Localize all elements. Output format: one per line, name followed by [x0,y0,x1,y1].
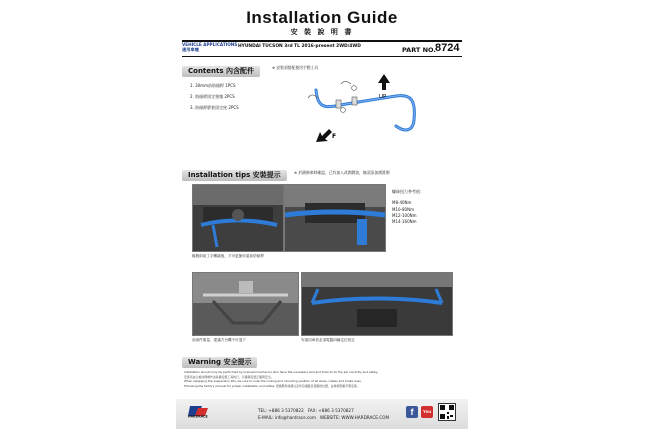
facebook-icon[interactable]: f [406,406,418,418]
warning-header: Warning 安全提示 [182,357,257,368]
up-arrow-icon [378,74,390,90]
installation-note: ※ 於鎖修車時確認，已有加入改潤潤油，無須添加潤滑劑 [294,170,390,175]
list-item: 3. 防傾桿膠套固定座 2PCS [190,105,239,110]
torque-reference [392,189,424,225]
bushing-right [352,97,357,105]
tool-note: ※ 安裝須搭配使用手動工具 [272,65,319,70]
vehicle-applications-label: VEHICLE APPLICATIONS 適用車種 [182,42,238,52]
contact-phone-fax: TEL: +886 3 5370822 FAX: +886 3 5370827 [258,408,354,413]
hardrace-logo [188,404,220,418]
contents-header: Contents 內含配件 [182,66,260,77]
bushing-left [336,100,341,108]
torque-value: M14-160Nm [392,219,417,225]
torque-value: M10-80Nm [392,206,414,212]
photo-caption: 安裝同車依必須電腦四輪定位校正 [301,338,355,342]
list-item: 2. 防傾桿固定墊塊 2PCS [190,94,235,99]
up-label: UP [379,94,387,100]
photo-front-subframe [192,184,284,252]
torque-value: M12-100Nm [392,212,417,218]
vehicle-model: HYUNDAI TUCSON 3rd TL 2016-present 2WD/4WD [238,44,361,49]
forward-arrow-icon [316,129,332,142]
installation-tips-header: Installation tips 安裝提示 [182,170,287,181]
page-title: Installation Guide [246,8,398,27]
photo-undercarriage [192,272,299,336]
contents-list [190,80,239,113]
page-subtitle: 安 裝 說 明 書 [290,28,354,36]
installation-guide-page [176,0,468,430]
warning-text: Installation should only be performed by licensed mechanics who have the necessary skill and tools to do the job correctly and safely. 安裝需由合格技師操作並具備安裝工具執行，以確保安裝正確與安全。 When swapping the suspension kits, be sure to note the routing and mounting position of all wires, cables and brake lines. Following the factory manual for proper installation and safety. 更換懸吊時請注意所有線路及管路的位置，並參照原廠手冊安裝。 [184,370,379,388]
torque-value: M8-40Nm [392,200,412,206]
list-item: 1. 30mm前防傾桿 1PCS [190,83,236,88]
photo-caption: 前部件重量，建議方台機不可退下 [192,338,246,342]
part-number: 8724 [435,42,460,54]
vehicle-divider [182,56,462,57]
youtube-icon[interactable]: You [421,406,433,418]
svg-text:HARDRACE: HARDRACE [188,414,208,418]
photo-caption: 鬆脫兩前工字螺絲後，才可更換安裝前防傾桿 [192,254,264,258]
part-number-label: PART NO. [402,46,436,54]
photo-bushing-mount [284,184,386,252]
forward-label: F [332,133,337,140]
qr-code-icon [438,403,456,421]
sway-bar-diagram [296,70,466,150]
contact-email-website: E-MAIL: info@hardrace.com WEBSITE: WWW.HARDRACE.COM [258,415,390,420]
photo-installed-bar [301,272,453,336]
torque-title: 螺絲扭力參考值： [392,189,424,194]
